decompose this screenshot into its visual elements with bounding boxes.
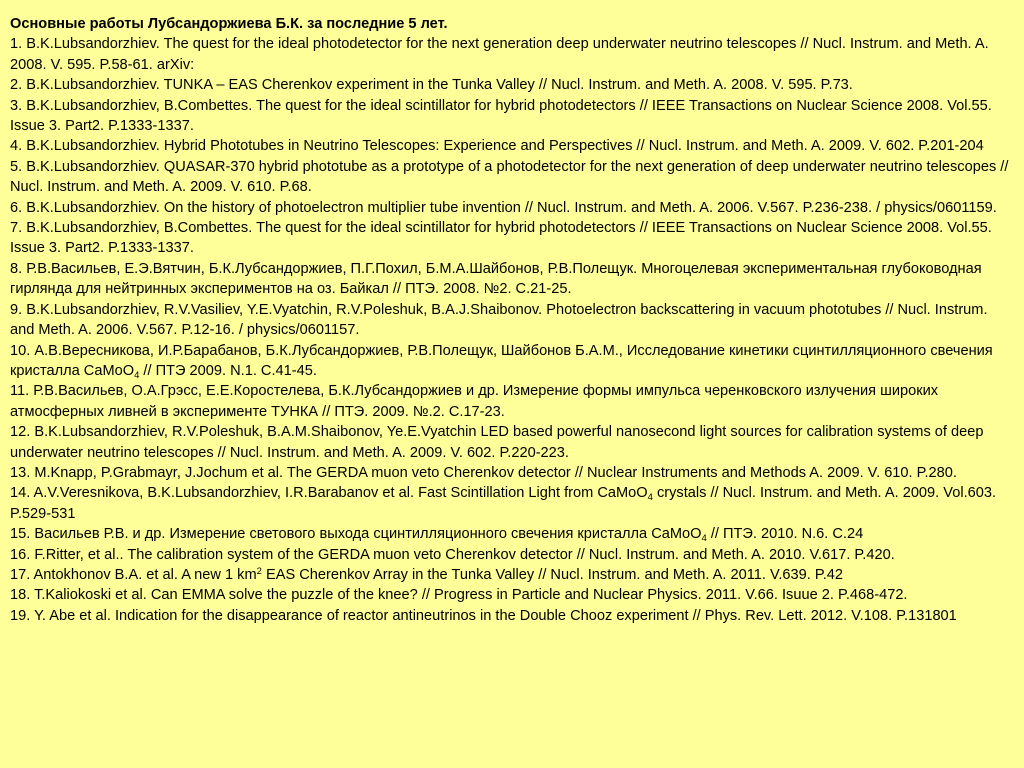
reference-text: 16. F.Ritter, et al.. The calibration system of the GERDA muon veto Cherenkov detector // Nucl. Instrum. and Meth. A. 2010. V.617. P.420.	[10, 546, 895, 563]
reference-text: 3. B.K.Lubsandorzhiev, B.Combettes. The quest for the ideal scintillator for hybrid photodetectors // IEEE Transactions on Nuclear Science 2008. Vol.55. Issue 3. Part2. P.1333-1337.	[10, 97, 992, 135]
reference-text: 4. B.K.Lubsandorzhiev. Hybrid Phototubes in Neutrino Telescopes: Experience and Perspectives // Nucl. Instrum. and Meth. A. 2009. V. 602. P.201-204	[10, 138, 984, 155]
reference-text: 13. M.Knapp, P.Grabmayr, J.Jochum et al. The GERDA muon veto Cherenkov detector // Nuclear Instruments and Methods A. 2009. V. 610. P.280.	[10, 464, 957, 481]
reference-text: 19. Y. Abe et al. Indication for the disappearance of reactor antineutrinos in the Double Chooz experiment // Phys. Rev. Lett. 2012. V.108. P.131801	[10, 607, 957, 624]
reference-text: 14. A.V.Veresnikova, B.K.Lubsandorzhiev, I.R.Barabanov et al. Fast Scintillation Light from CaMoO	[10, 485, 648, 502]
reference-text: 12. B.K.Lubsandorzhiev, R.V.Poleshuk, B.A.M.Shaibonov, Ye.E.Vyatchin LED based powerful nanosecond light sources for calibration systems of deep underwater neutrino telescopes // Nucl. Instrum. and Meth. A. 2009. V. 602. P.220-223.	[10, 424, 984, 461]
reference-text: 11. Р.В.Васильев, О.А.Грэсс, Е.Е.Коростелева, Б.К.Лубсандоржиев и др. Измерение формы импульса черенковского излучения широких атмосферных ливней в эксперименте ТУНКА // ПТЭ. 2009. №.2. С.17-23.	[10, 383, 939, 420]
reference-item	[10, 34, 1014, 75]
reference-text: 8. Р.В.Васильев, Е.Э.Вятчин, Б.К.Лубсандоржиев, П.Г.Похил, Б.М.А.Шайбонов, Р.В.Полещук. Многоцелевая экспериментальная глубоководная гирлянда для нейтринных экспериментов на оз. Байкал // ПТЭ. 2008. №2. С.21-25.	[10, 260, 982, 298]
reference-text: 6. B.K.Lubsandorzhiev. On the history of photoelectron multiplier tube invention // Nucl. Instrum. and Meth. A. 2006. V.567. P.236-238. / physics/0601159.	[10, 199, 997, 216]
reference-item	[10, 463, 1014, 483]
reference-text: 7. B.K.Lubsandorzhiev, B.Combettes. The quest for the ideal scintillator for hybrid photodetectors // IEEE Transactions on Nuclear Science 2008. Vol.55. Issue 3. Part2. P.1333-1337.	[10, 220, 992, 257]
reference-text: 15. Васильев Р.В. и др. Измерение светового выхода сцинтилляционного свечения кристалла CaMoO	[10, 526, 702, 543]
reference-item	[10, 524, 1014, 544]
reference-text: crystals // Nucl. Instrum. and Meth. A. 2009. Vol.603. P.529-531	[10, 485, 997, 522]
reference-list	[10, 34, 1014, 626]
reference-item	[10, 157, 1014, 198]
reference-text: // ПТЭ 2009. N.1. C.41-45.	[139, 362, 317, 379]
reference-item	[10, 75, 1014, 95]
subscript: 4	[647, 492, 653, 504]
reference-text: 17. Antokhonov B.A. et al. A new 1 km	[10, 566, 257, 583]
reference-item	[10, 96, 1014, 137]
reference-text: 5. B.K.Lubsandorzhiev. QUASAR-370 hybrid phototube as a prototype of a photodetector for the next generation of deep underwater neutrino telescopes // Nucl. Instrum. and Meth. A. 2009. V. 610. P.68.	[10, 158, 1009, 196]
reference-item	[10, 218, 1014, 259]
reference-item	[10, 565, 1014, 585]
reference-item	[10, 483, 1014, 524]
reference-item	[10, 341, 1014, 382]
reference-item	[10, 300, 1014, 341]
superscript: 2	[256, 565, 262, 577]
reference-text: // ПТЭ. 2010. N.6. C.24	[706, 526, 864, 543]
reference-item	[10, 585, 1014, 605]
reference-text: 9. B.K.Lubsandorzhiev, R.V.Vasiliev, Y.E.Vyatchin, R.V.Poleshuk, B.A.J.Shaibonov. Photoelectron backscattering in vacuum phototubes // Nucl. Instrum. and Meth. A. 2006. V.567. P.12-16. / physics/0601157.	[10, 301, 988, 339]
reference-item	[10, 422, 1014, 463]
reference-item	[10, 545, 1014, 565]
slide-title: Основные работы Лубсандоржиева Б.К. за последние 5 лет.	[10, 16, 448, 32]
subscript: 4	[701, 533, 707, 545]
reference-item	[10, 198, 1014, 218]
reference-text: 10. А.В.Вересникова, И.Р.Барабанов, Б.К.Лубсандоржиев, Р.В.Полещук, Шайбонов Б.А.М., Исследование кинетики сцинтилляционного свечения кристалла CaMoO	[10, 342, 993, 379]
reference-item	[10, 136, 1014, 156]
reference-text: 18. T.Kaliokoski et al. Can EMMA solve the puzzle of the knee? // Progress in Particle and Nuclear Physics. 2011. V.66. Isuue 2. P.468-472.	[10, 587, 908, 604]
reference-text: 2. B.K.Lubsandorzhiev. TUNKA – EAS Cherenkov experiment in the Tunka Valley // Nucl. Instrum. and Meth. A. 2008. V. 595. P.73.	[10, 77, 853, 94]
subscript: 4	[134, 369, 140, 381]
reference-item	[10, 259, 1014, 300]
reference-item	[10, 381, 1014, 422]
reference-text: 1. B.K.Lubsandorzhiev. The quest for the ideal photodetector for the next generation deep underwater neutrino telescopes // Nucl. Instrum. and Meth. A. 2008. V. 595. P.58-61. arXiv:	[10, 36, 989, 73]
reference-text: EAS Cherenkov Array in the Tunka Valley // Nucl. Instrum. and Meth. A. 2011. V.639. P.42	[261, 566, 844, 583]
reference-item	[10, 606, 1014, 626]
